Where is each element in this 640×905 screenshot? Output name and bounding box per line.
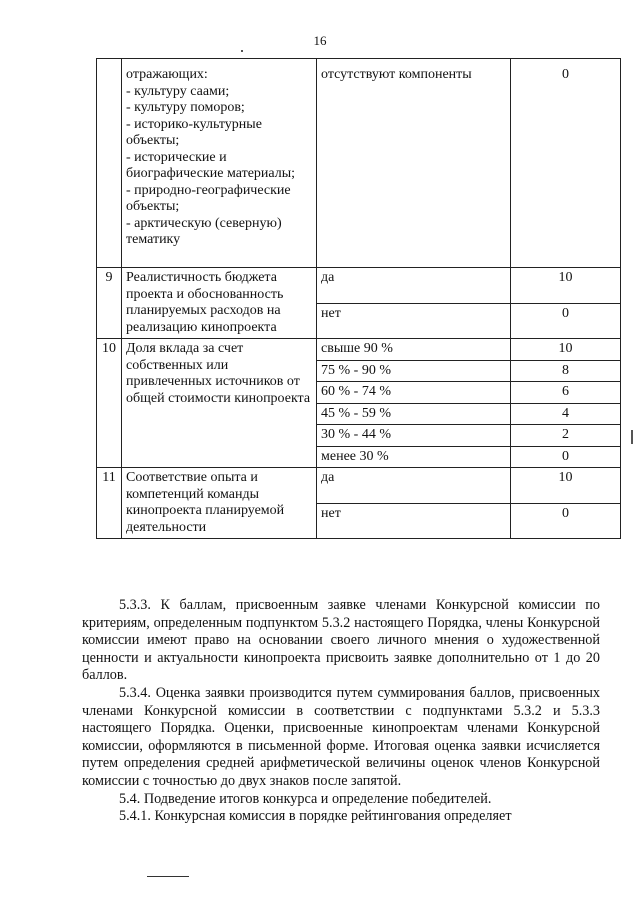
- paragraph-5-3-3: 5.3.3. К баллам, присвоенным заявке членами Конкурсной комиссии по критериям, определенным подпунктом 5.3.2 настоящего Порядка, члены Конкурсной комиссии имеют право на основании своего личного мнения о художественной ценности и актуальности кинопроекта присвоить заявке дополнительно от 1 до 20 баллов.: [82, 597, 600, 684]
- paragraph-5-4-1: 5.4.1. Конкурсная комиссия в порядке рейтингования определяет: [119, 808, 512, 825]
- criterion-text: Доля вклада за счет собственных или привлеченных источников от общей стоимости кинопроекта: [122, 339, 317, 468]
- option-label: отсутствуют компоненты: [317, 59, 511, 268]
- option-score: 10: [511, 268, 621, 304]
- option-score: 0: [511, 503, 621, 539]
- option-score: 0: [511, 446, 621, 468]
- option-label: нет: [317, 503, 511, 539]
- criterion-number: 10: [97, 339, 122, 468]
- option-label: 30 % - 44 %: [317, 425, 511, 447]
- option-label: да: [317, 268, 511, 304]
- option-score: 0: [511, 303, 621, 339]
- option-score: 0: [511, 59, 621, 268]
- paragraph-5-4: 5.4. Подведение итогов конкурса и определение победителей.: [119, 790, 492, 807]
- criterion-text: Соответствие опыта и компетенций команды кинопроекта планируемой деятельности: [122, 468, 317, 539]
- criteria-table: [96, 58, 621, 539]
- body-text: [82, 597, 600, 826]
- criterion-number: 11: [97, 468, 122, 539]
- option-label: 60 % - 74 %: [317, 382, 511, 404]
- option-label: да: [317, 468, 511, 504]
- criterion-number: 9: [97, 268, 122, 339]
- criterion-text: Реалистичность бюджета проекта и обоснованность планируемых расходов на реализацию кинопроекта: [122, 268, 317, 339]
- criterion-text: отражающих: - культуру саами; - культуру поморов; - историко-культурные объекты; - исторические и биографические материалы; - природно-географические объекты; - арктическую (северную) тематику: [122, 59, 317, 268]
- option-score: 8: [511, 360, 621, 382]
- option-score: 10: [511, 339, 621, 361]
- scan-mark: [631, 430, 633, 444]
- option-label: менее 30 %: [317, 446, 511, 468]
- option-label: 45 % - 59 %: [317, 403, 511, 425]
- option-label: 75 % - 90 %: [317, 360, 511, 382]
- table-row: [97, 59, 621, 268]
- option-score: 10: [511, 468, 621, 504]
- option-label: свыше 90 %: [317, 339, 511, 361]
- option-score: 4: [511, 403, 621, 425]
- scan-mark: [241, 50, 243, 52]
- table-row: [97, 268, 621, 304]
- table-row: [97, 468, 621, 504]
- table-row: [97, 339, 621, 361]
- option-score: 2: [511, 425, 621, 447]
- paragraph-5-3-4: 5.3.4. Оценка заявки производится путем суммирования баллов, присвоенных членами Конкурсной комиссии в соответствии с подпунктами 5.3.2 и 5.3.3 настоящего Порядка. Оценки, присвоенные кинопроектам членами Конкурсной комиссии, оформляются в письменной форме. Итоговая оценка заявки исчисляется путем определения средней арифметической величины оценок членов Конкурсной комиссии с точностью до двух знаков после запятой.: [82, 684, 600, 789]
- option-score: 6: [511, 382, 621, 404]
- option-label: нет: [317, 303, 511, 339]
- criterion-number: [97, 59, 122, 268]
- page-number: 16: [313, 33, 327, 48]
- footer-line: [147, 876, 189, 877]
